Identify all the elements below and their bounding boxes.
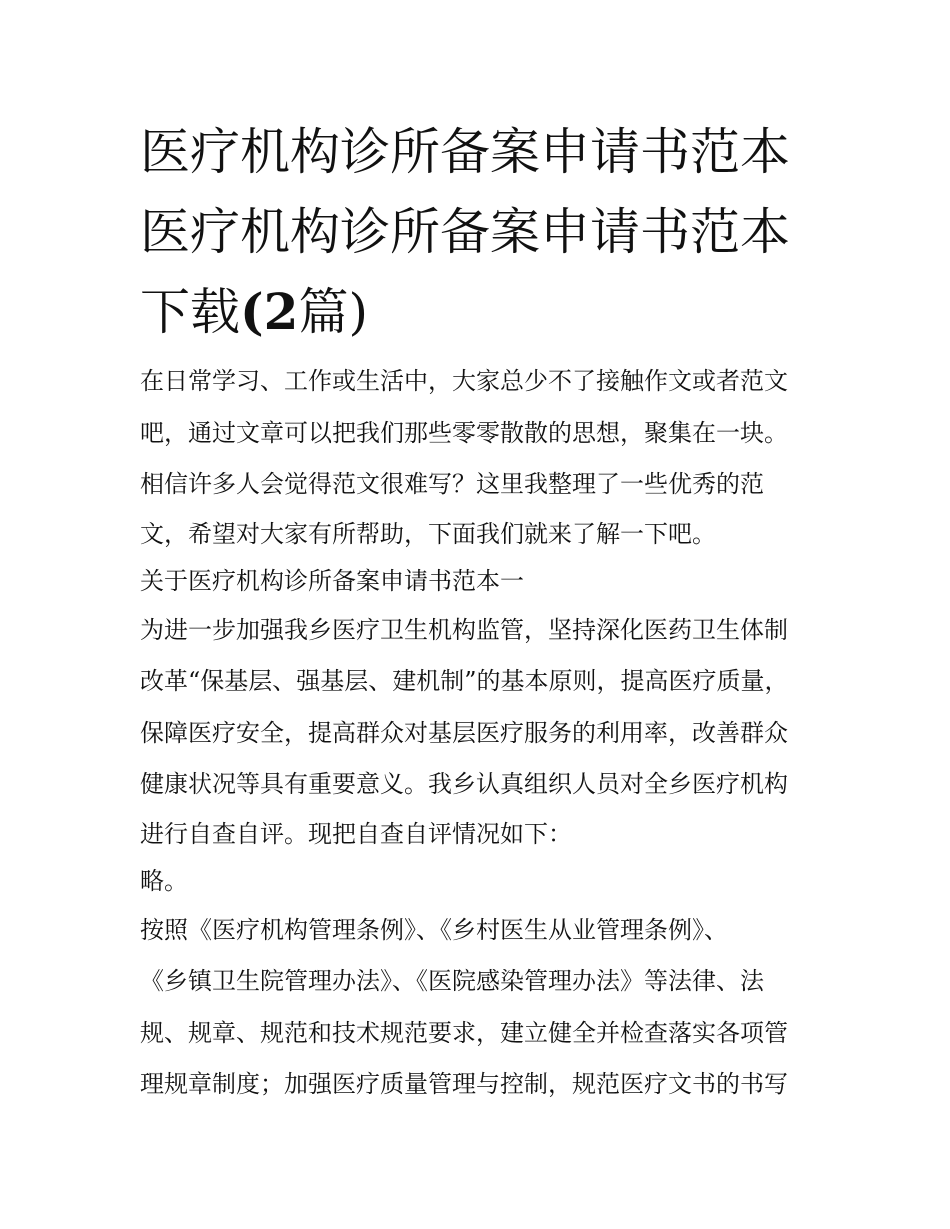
title-line-2: 医疗机构诊所备案申请书范本 [140,203,790,261]
paragraph-line: 略。 [140,866,188,895]
paragraph-line: 改革“保基层、强基层、建机制”的基本原则，提高医疗质量， [140,667,789,695]
paragraph-line: 按照《医疗机构管理条例》、《乡村医生从业管理条例》、 [140,915,728,944]
paragraph-line: 进行自查自评。现把自查自评情况如下： [140,819,572,848]
page-title [140,112,830,352]
paragraph-line: 文，希望对大家有所帮助，下面我们就来了解一下吧。 [140,519,716,548]
title-count-number: (2 [240,282,299,341]
section-heading: 关于医疗机构诊所备案申请书范本一 [140,566,524,595]
title-line-3 [140,272,830,352]
paragraph-line: 吧，通过文章可以把我们那些零零散散的思想，聚集在一块。 [140,418,788,447]
paragraph-line: 《乡镇卫生院管理办法》、《医院感染管理办法》等法律、法 [140,967,764,995]
title-count-unit: 篇) [298,283,368,341]
document-body [140,356,820,1111]
paragraph-line: 相信许多人会觉得范文很难写？这里我整理了一些优秀的范 [140,470,764,498]
paragraph-line: 在日常学习、工作或生活中，大家总少不了接触作文或者范文 [140,367,788,395]
title-download-text: 下载 [140,283,240,341]
title-line-1: 医疗机构诊所备案申请书范本 [140,123,790,181]
paragraph-line: 为进一步加强我乡医疗卫生机构监管，坚持深化医药卫生体制 [140,615,788,644]
paragraph-line: 保障医疗安全，提高群众对基层医疗服务的利用率，改善群众 [140,718,788,747]
paragraph-line: 理规章制度；加强医疗质量管理与控制，规范医疗文书的书写 [140,1070,788,1098]
paragraph-line: 规、规章、规范和技术规范要求，建立健全并检查落实各项管 [140,1018,788,1047]
paragraph-line: 健康状况等具有重要意义。我乡认真组织人员对全乡医疗机构 [140,770,788,798]
